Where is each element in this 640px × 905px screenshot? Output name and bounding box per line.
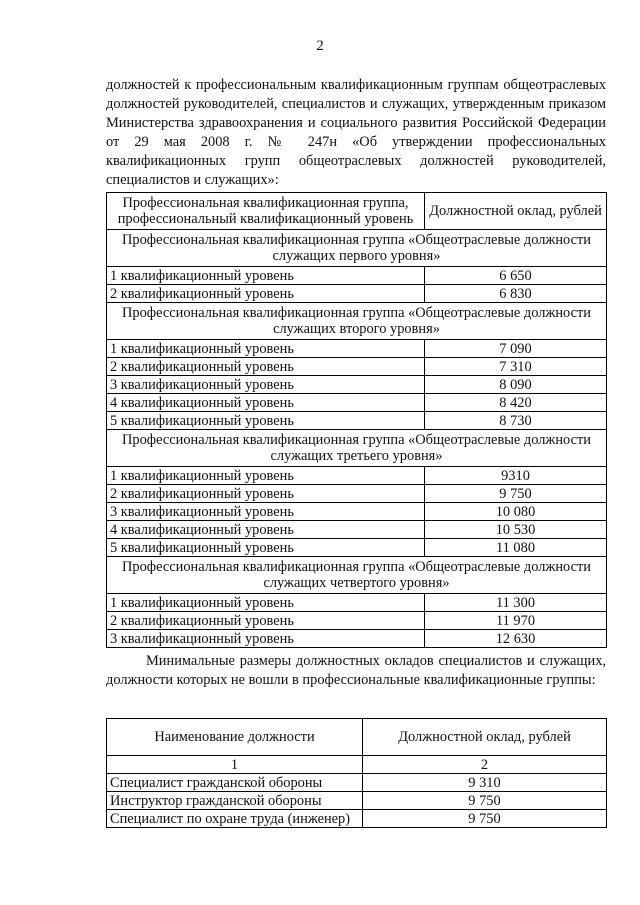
level-row	[107, 612, 607, 630]
level-row	[107, 467, 607, 485]
level-row	[107, 267, 607, 285]
salary-table-other-positions	[106, 718, 607, 828]
level-salary: 6 650	[425, 267, 607, 285]
level-row	[107, 285, 607, 303]
group-title-row	[107, 557, 607, 594]
second-paragraph: Минимальные размеры должностных окладов специалистов и служащих, должности которых не вошли в профессиональные квалификационные группы:	[106, 653, 606, 688]
group-title-row	[107, 303, 607, 340]
position-salary: 9 750	[363, 810, 607, 828]
header-group-level: Профессиональная квалификационная группа, профессиональный квалификационный уровень	[107, 193, 425, 230]
level-label: 1 квалификационный уровень	[107, 594, 425, 612]
column-number-2: 2	[363, 756, 607, 774]
level-label: 4 квалификационный уровень	[107, 521, 425, 539]
level-row	[107, 594, 607, 612]
level-row	[107, 503, 607, 521]
column-number-row	[107, 756, 607, 774]
level-label: 2 квалификационный уровень	[107, 612, 425, 630]
position-name: Специалист по охране труда (инженер)	[107, 810, 363, 828]
level-row	[107, 340, 607, 358]
group-title: Профессиональная квалификационная группа «Общеотраслевые должности служащих второго уровня»	[107, 303, 607, 340]
position-name: Инструктор гражданской обороны	[107, 792, 363, 810]
level-label: 3 квалификационный уровень	[107, 630, 425, 648]
level-row	[107, 485, 607, 503]
level-salary: 9 750	[425, 485, 607, 503]
level-row	[107, 376, 607, 394]
level-salary: 11 080	[425, 539, 607, 557]
level-label: 3 квалификационный уровень	[107, 376, 425, 394]
group-title: Профессиональная квалификационная группа «Общеотраслевые должности служащих четвертого уровня»	[107, 557, 607, 594]
level-salary: 8 420	[425, 394, 607, 412]
level-salary: 12 630	[425, 630, 607, 648]
level-label: 5 квалификационный уровень	[107, 412, 425, 430]
header-position-name: Наименование должности	[107, 719, 363, 756]
level-salary: 10 530	[425, 521, 607, 539]
table-header-row	[107, 719, 607, 756]
position-row	[107, 810, 607, 828]
header-salary: Должностной оклад, рублей	[363, 719, 607, 756]
level-salary: 10 080	[425, 503, 607, 521]
intro-paragraph: должностей к профессиональным квалификационным группам общеотраслевых должностей руководителей, специалистов и служащих, утвержденным приказом Министерства здравоохранения и социального развития Российской Федерации от 29 мая 2008 г. № 247н «Об утверждении профессиональных квалификационных групп общеотраслевых должностей руководителей, специалистов и служащих»:	[106, 77, 606, 188]
level-salary: 7 090	[425, 340, 607, 358]
level-row	[107, 412, 607, 430]
level-salary: 9310	[425, 467, 607, 485]
position-salary: 9 750	[363, 792, 607, 810]
header-salary: Должностной оклад, рублей	[425, 193, 607, 230]
level-row	[107, 539, 607, 557]
level-salary: 6 830	[425, 285, 607, 303]
level-label: 1 квалификационный уровень	[107, 467, 425, 485]
group-title-row	[107, 430, 607, 467]
level-label: 3 квалификационный уровень	[107, 503, 425, 521]
level-row	[107, 358, 607, 376]
group-title: Профессиональная квалификационная группа «Общеотраслевые должности служащих третьего уровня»	[107, 430, 607, 467]
level-salary: 11 300	[425, 594, 607, 612]
page-number: 2	[316, 38, 324, 54]
level-label: 2 квалификационный уровень	[107, 485, 425, 503]
level-row	[107, 630, 607, 648]
salary-table-qualification-groups	[106, 192, 607, 648]
level-label: 5 квалификационный уровень	[107, 539, 425, 557]
position-name: Специалист гражданской обороны	[107, 774, 363, 792]
level-row	[107, 394, 607, 412]
position-row	[107, 792, 607, 810]
position-row	[107, 774, 607, 792]
level-label: 4 квалификационный уровень	[107, 394, 425, 412]
group-title: Профессиональная квалификационная группа «Общеотраслевые должности служащих первого уровня»	[107, 230, 607, 267]
level-salary: 11 970	[425, 612, 607, 630]
level-label: 1 квалификационный уровень	[107, 267, 425, 285]
column-number-1: 1	[107, 756, 363, 774]
table-header-row	[107, 193, 607, 230]
level-salary: 8 730	[425, 412, 607, 430]
level-salary: 7 310	[425, 358, 607, 376]
position-salary: 9 310	[363, 774, 607, 792]
level-salary: 8 090	[425, 376, 607, 394]
level-label: 2 квалификационный уровень	[107, 358, 425, 376]
group-title-row	[107, 230, 607, 267]
level-label: 2 квалификационный уровень	[107, 285, 425, 303]
level-row	[107, 521, 607, 539]
level-label: 1 квалификационный уровень	[107, 340, 425, 358]
